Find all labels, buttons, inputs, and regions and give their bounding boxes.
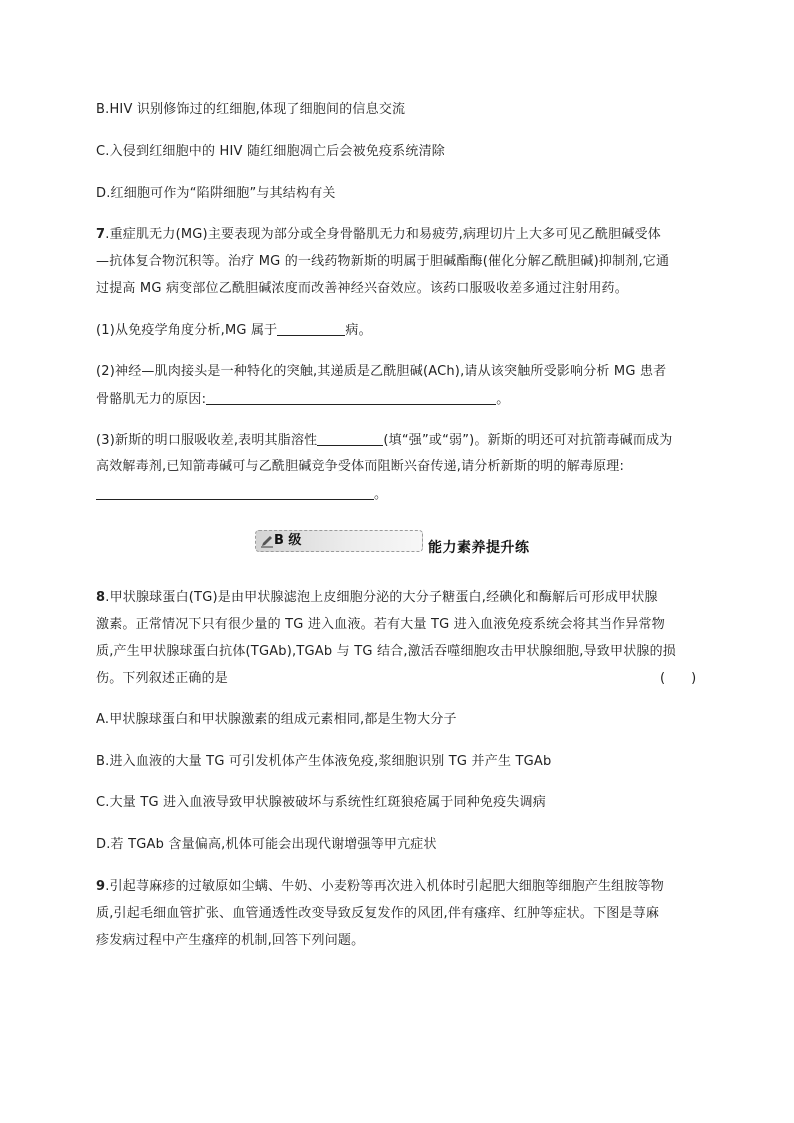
- section-grade: B 级: [274, 533, 302, 548]
- q8-stem-line-3: 质,产生甲状腺球蛋白抗体(TGAb),TGAb 与 TG 结合,激活吞噬细胞攻击甲状腺细胞,导致甲状腺的损: [96, 644, 677, 659]
- section-title: 能力素养提升练: [428, 540, 530, 556]
- q8-stem-line-2: 激素。正常情况下只有很少量的 TG 进入血液。若有大量 TG 进入血液免疫系统会将其当作异常物: [96, 617, 665, 632]
- q8-option-a: A.甲状腺球蛋白和甲状腺激素的组成元素相同,都是生物大分子: [96, 712, 457, 727]
- q9-stem-line-3: 疹发病过程中产生瘙痒的机制,回答下列问题。: [96, 933, 365, 948]
- q7-sub1: (1)从免疫学角度分析,MG 属于 病。: [96, 323, 372, 338]
- q7-sub3-line-2: 高效解毒剂,已知箭毒碱可与乙酰胆碱竞争受体而阻断兴奋传递,请分析新斯的明的解毒原理:: [96, 459, 625, 474]
- q7-sub3-line-3: 。: [96, 485, 387, 504]
- q6-option-c: C.入侵到红细胞中的 HIV 随红细胞凋亡后会被免疫系统清除: [96, 144, 445, 159]
- q7-stem-line-1: 7.重症肌无力(MG)主要表现为部分或全身骨骼肌无力和易疲劳,病理切片上大多可见乙酰胆碱受体: [96, 227, 661, 242]
- q8-stem-line-1: 8.甲状腺球蛋白(TG)是由甲状腺滤泡上皮细胞分泌的大分子糖蛋白,经碘化和酶解后可形成甲状腺: [96, 590, 658, 605]
- answer-blank-1[interactable]: [277, 321, 345, 336]
- q8-option-b: B.进入血液的大量 TG 可引发机体产生体液免疫,浆细胞识别 TG 并产生 TGAb: [96, 754, 552, 769]
- q9-stem-line-1: 9.引起荨麻疹的过敏原如尘螨、牛奶、小麦粉等再次进入机体时引起肥大细胞等细胞产生组胺等物: [96, 879, 664, 894]
- answer-blank-3[interactable]: [317, 431, 383, 446]
- answer-blank-4[interactable]: [96, 485, 374, 500]
- section-banner: [255, 530, 423, 552]
- pencil-icon: [260, 534, 274, 548]
- q8-number: 8: [96, 590, 106, 605]
- q9-stem-line-2: 质,引起毛细血管扩张、血管通透性改变导致反复发作的风团,伴有瘙痒、红肿等症状。下图是荨麻: [96, 906, 660, 921]
- q8-stem-line-4: 伤。下列叙述正确的是: [96, 671, 229, 686]
- q9-number: 9: [96, 879, 106, 894]
- q7-sub2-line-2: 骨骼肌无力的原因: 。: [96, 392, 510, 407]
- answer-blank-2[interactable]: [206, 390, 496, 405]
- q8-option-d: D.若 TGAb 含量偏高,机体可能会出现代谢增强等甲亢症状: [96, 837, 437, 852]
- q7-stem-line-2: —抗体复合物沉积等。治疗 MG 的一线药物新斯的明属于胆碱酯酶(催化分解乙酰胆碱)抑制剂,它通: [96, 254, 670, 269]
- q7-sub3-line-1: (3)新斯的明口服吸收差,表明其脂溶性 (填“强”或“弱”)。新斯的明还可对抗箭毒碱而成为: [96, 433, 673, 448]
- q6-option-b: B.HIV 识别修饰过的红细胞,体现了细胞间的信息交流: [96, 102, 406, 117]
- q7-number: 7: [96, 227, 106, 242]
- q7-sub2-line-1: (2)神经—肌肉接头是一种特化的突触,其递质是乙酰胆碱(ACh),请从该突触所受影响分析 MG 患者: [96, 364, 667, 379]
- answer-parentheses[interactable]: ( ): [660, 671, 697, 686]
- q7-stem-line-3: 过提高 MG 病变部位乙酰胆碱浓度而改善神经兴奋效应。该药口服吸收差多通过注射用药。: [96, 281, 628, 296]
- q6-option-d: D.红细胞可作为“陷阱细胞”与其结构有关: [96, 186, 336, 201]
- q8-option-c: C.大量 TG 进入血液导致甲状腺被破坏与系统性红斑狼疮属于同种免疫失调病: [96, 795, 546, 810]
